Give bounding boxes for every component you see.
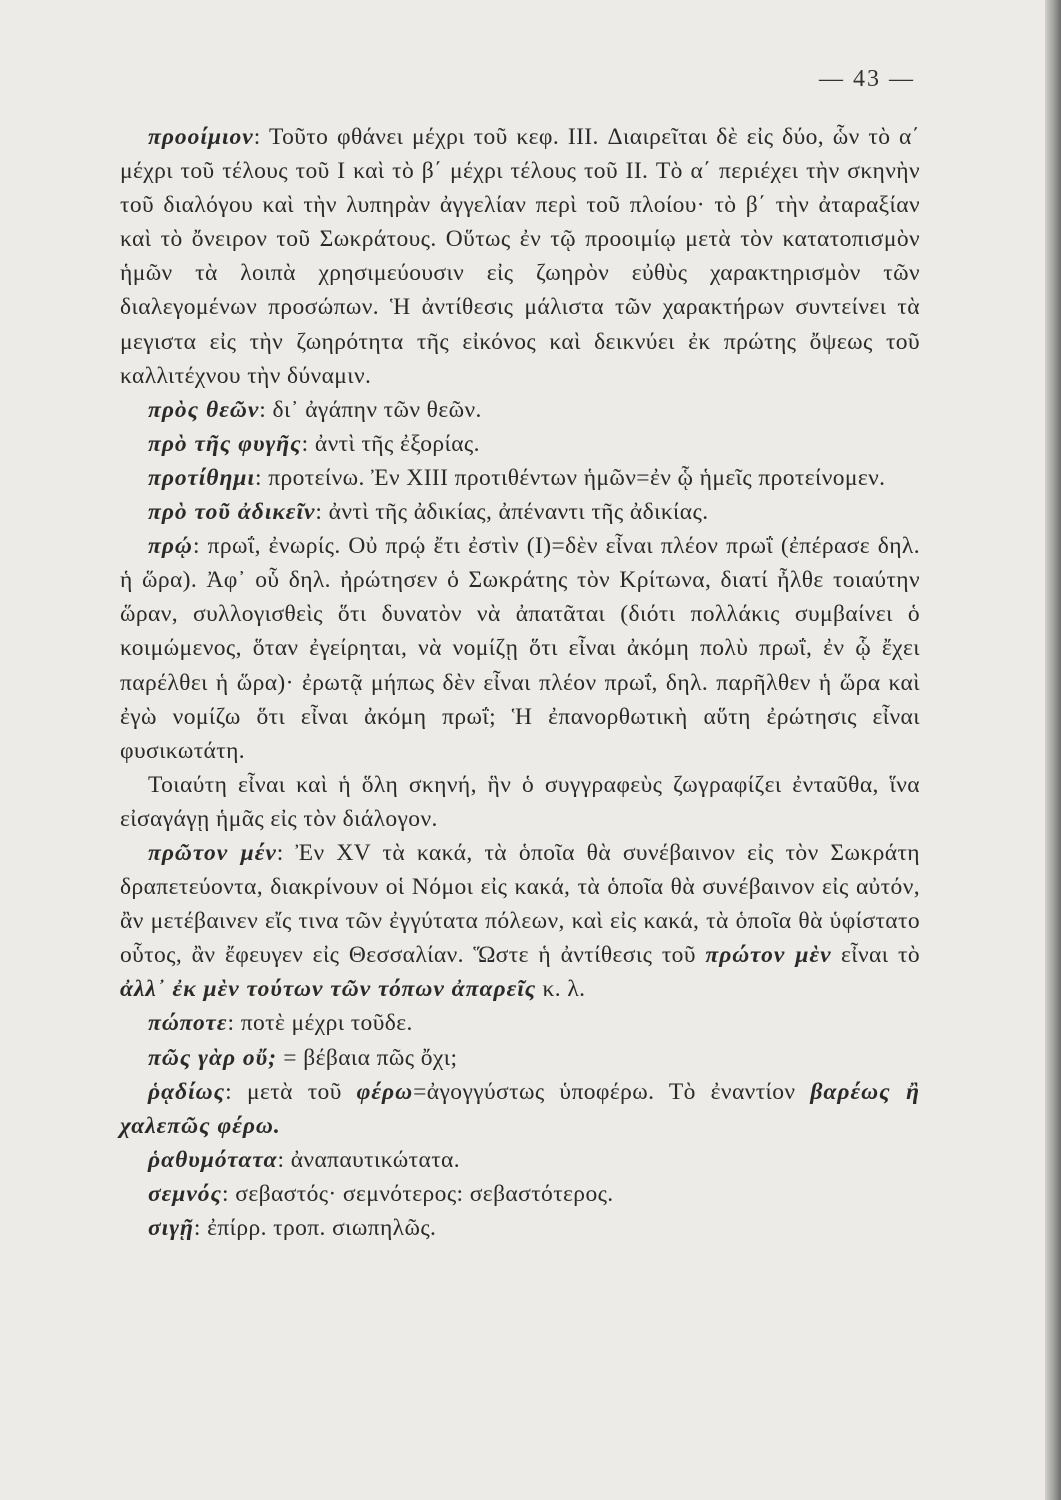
entry-emphasis-end: βαρέως ἢ χαλεπῶς φέρω. xyxy=(120,1078,920,1139)
entry-term: πώποτε xyxy=(148,1010,228,1037)
entry-definition: : μετὰ τοῦ xyxy=(225,1078,357,1105)
entry-emphasis: πρώτον μὲν xyxy=(705,942,832,969)
entry-rathymotata xyxy=(120,1143,920,1177)
entry-definition-end: κ. λ. xyxy=(536,976,586,1003)
entry-definition-cont: =ἀγογγύστως ὑποφέρω. Τὸ ἐναντίον xyxy=(413,1078,811,1105)
entry-definition: : προτείνω. Ἐν XIII προτιθέντων ἡμῶν=ἐν ᾧ ἡμεῖς προτείνομεν. xyxy=(255,464,886,491)
entry-term: προοίμιον xyxy=(148,124,254,150)
entry-pro-tes-fyges xyxy=(120,427,920,461)
glossary-text xyxy=(120,120,920,1245)
entry-prooimion xyxy=(120,120,920,393)
entry-pos-gar-ou xyxy=(120,1041,920,1075)
entry-term: ῥαθυμότατα xyxy=(148,1146,278,1173)
entry-definition: : Ἐν XV τὰ κακά, τὰ ὁποῖα θὰ συνέβαινον εἰς τὸν Σωκράτη δραπετεύοντα, διακρίνουν οἱ Νόμοι εἰς κακά, τὰ ὁποῖα θὰ συνέβαινον εἰς αὐτόν, ἂν μετέβαινεν εἴς τινα τῶν ἐγγύτατα πόλεων, καὶ εἰς κακά, τὰ ὁποῖα θὰ ὑφίστατο οὗτος, ἂν ἔφευγεν εἰς Θεσσαλίαν. Ὥστε ἡ ἀντίθεσις τοῦ xyxy=(120,839,920,969)
entry-proi xyxy=(120,529,920,768)
entry-term: πῶς γὰρ οὔ; xyxy=(148,1044,278,1071)
entry-pros-theon xyxy=(120,393,920,427)
entry-definition: : Τοῦτο φθάνει μέχρι τοῦ κεφ. III. Διαιρεῖται δὲ εἰς δύο, ὧν τὸ α΄ μέχρι τοῦ τέλους τοῦ I καὶ τὸ β΄ μέχρι τέλους τοῦ II. Τὸ α΄ περιέχει τὴν σκηνὴν τοῦ διαλόγου καὶ τὴν λυπηρὰν ἀγγελίαν περὶ τοῦ πλοίου· τὸ β΄ τὴν ἀταραξίαν καὶ τὸ ὄνειρον τοῦ Σωκράτους. Οὕτως ἐν τῷ προοιμίῳ μετὰ τὸν κατατοπισμὸν ἡμῶν τὰ λοιπὰ χρησιμεύουσιν εἰς ζωηρὸν εὐθὺς χαρακτηρισμὸν τῶν διαλεγομένων προσώπων. Ἡ ἀντίθεσις μάλιστα τῶν χαρακτήρων συντείνει τὰ μεγιστα εἰς τὴν ζωηρότητα τῆς εἰκόνος καὶ δεικνύει ἐκ πρώτης ὄψεως τοῦ καλλιτέχνου τὴν δύναμιν. xyxy=(120,124,920,389)
entry-term: πρῴ xyxy=(148,533,193,560)
entry-definition: : ἀναπαυτικώτατα. xyxy=(277,1146,461,1173)
entry-term: προτίθημι xyxy=(148,464,256,491)
entry-term: ῥᾳδίως xyxy=(148,1078,226,1105)
entry-definition: : δι᾽ ἀγάπην τῶν θεῶν. xyxy=(259,396,482,423)
entry-term: σεμνός xyxy=(148,1180,223,1207)
entry-proton-men xyxy=(120,836,920,1006)
page-number: — 43 — xyxy=(819,66,915,92)
entry-definition: : πρωΐ, ἐνωρίς. Οὐ πρῴ ἔτι ἐστὶν (I)=δὲν εἶναι πλέον πρωΐ (ἐπέρασε δηλ. ἡ ὥρα). Ἀφ᾽ οὗ δηλ. ἠρώτησεν ὁ Σωκράτης τὸν Κρίτωνα, διατί ἦλθε τοιαύτην ὥραν, συλλογισθεὶς ὅτι δυνατὸν νὰ ἀπατᾶται (διότι πολλάκις συμβαίνει ὁ κοιμώμενος, ὅταν ἐγείρηται, νὰ νομίζῃ ὅτι εἶναι ἀκόμη πολὺ πρωΐ, ἐν ᾧ ἔχει παρέλθει ἡ ὥρα)· ἐρωτᾷ μήπως δὲν εἶναι πλέον πρωΐ, δηλ. παρῆλθεν ἡ ὥρα καὶ ἐγὼ νομίζω ὅτι εἶναι ἀκόμη πρωΐ; Ἡ ἐπανορθωτικὴ αὕτη ἐρώτησις εἶναι φυσικωτάτη. xyxy=(120,533,920,764)
entry-semnos xyxy=(120,1177,920,1211)
entry-definition: : ἀντὶ τῆς ἐξορίας. xyxy=(301,430,480,457)
entry-pro-tou-adikein xyxy=(120,495,920,529)
entry-term: πρὸς θεῶν xyxy=(148,396,260,423)
entry-sige xyxy=(120,1211,920,1245)
page-edge-shadow xyxy=(1045,0,1061,1500)
entry-definition: : ἐπίρρ. τροπ. σιωπηλῶς. xyxy=(193,1215,437,1241)
entry-term: πρῶτον μέν xyxy=(148,839,277,866)
entry-protithemi xyxy=(120,461,920,495)
entry-emphasis-end: ἀλλ᾽ ἐκ μὲν τούτων τῶν τόπων ἀπαρεῖς xyxy=(120,976,537,1003)
entry-term: πρὸ τοῦ ἀδικεῖν xyxy=(148,499,316,526)
entry-paragraph-skene xyxy=(120,768,920,836)
entry-term: πρὸ τῆς φυγῆς xyxy=(148,430,302,457)
entry-definition: : ποτὲ μέχρι τοῦδε. xyxy=(227,1010,413,1037)
entry-definition: = βέβαια πῶς ὄχι; xyxy=(277,1044,458,1071)
entry-emphasis: φέρω xyxy=(356,1078,414,1105)
entry-definition: Τοιαύτη εἶναι καὶ ἡ ὅλη σκηνή, ἣν ὁ συγγραφεὺς ζωγραφίζει ἐνταῦθα, ἵνα εἰσαγάγῃ ἡμᾶς εἰς τὸν διάλογον. xyxy=(120,771,920,832)
entry-radios xyxy=(120,1075,920,1143)
entry-definition: : ἀντὶ τῆς ἀδικίας, ἀπέναντι τῆς ἀδικίας. xyxy=(315,499,709,526)
entry-popote xyxy=(120,1006,920,1040)
entry-term: σιγῇ xyxy=(148,1215,194,1241)
entry-definition: : σεβαστός· σεμνότερος: σεβαστότερος. xyxy=(222,1180,614,1207)
entry-definition-cont: εἶναι τὸ xyxy=(831,942,921,969)
